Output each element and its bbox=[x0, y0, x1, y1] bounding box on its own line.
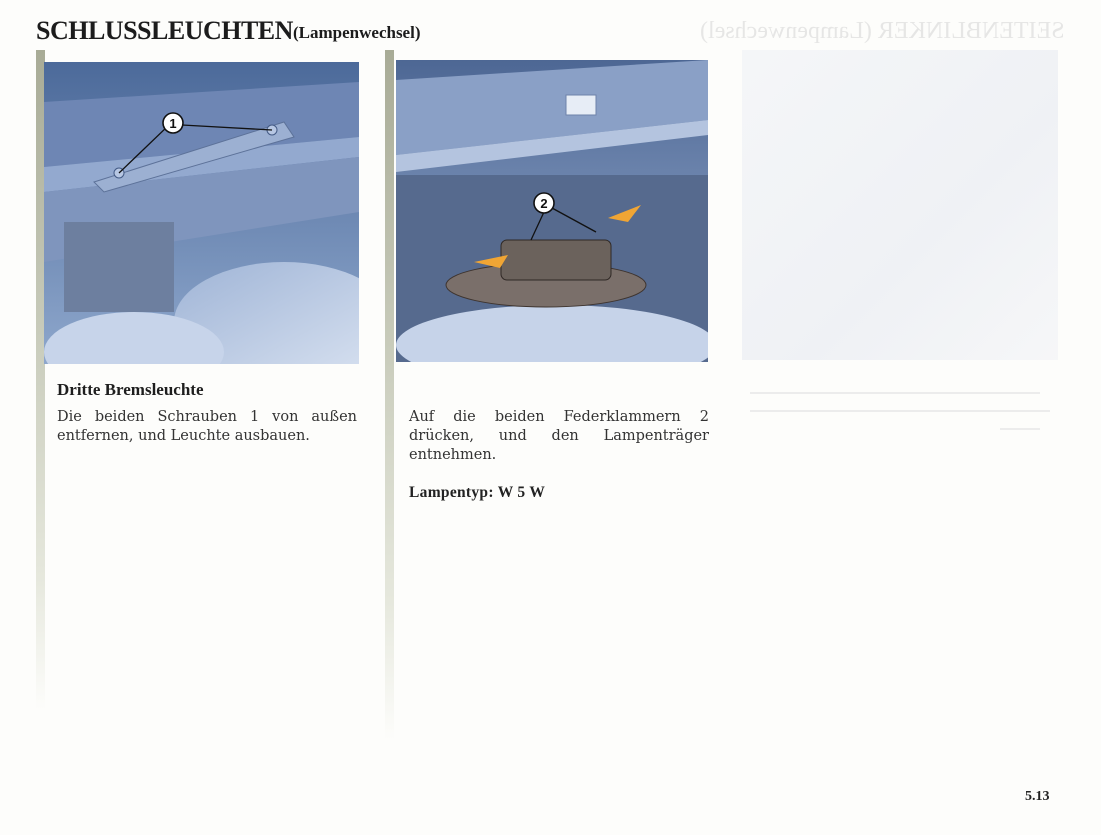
lamp-type-label: Lampentyp: W 5 W bbox=[409, 484, 546, 501]
middle-instruction-text: Auf die beiden Federklammern 2 drücken, und den Lampenträger entnehmen. bbox=[409, 409, 709, 463]
bleed-through-line bbox=[1000, 428, 1040, 430]
bleed-through-line bbox=[750, 410, 1050, 412]
bleed-through-text: SEITENBLINKER (Lampenwechsel) bbox=[700, 18, 1065, 44]
page-subtitle: (Lampenwechsel) bbox=[293, 23, 421, 42]
section-heading: Dritte Bremsleuchte bbox=[57, 380, 204, 399]
brake-light-photo bbox=[44, 62, 359, 364]
page-number: 5.13 bbox=[1025, 789, 1050, 804]
bleed-through-line bbox=[750, 392, 1040, 394]
left-instruction-text: Die beiden Schrauben 1 von außen entfernen, und Leuchte ausbauen. bbox=[57, 409, 357, 444]
middle-column-bar bbox=[385, 50, 394, 740]
callout-1-icon bbox=[163, 113, 183, 133]
svg-text:2: 2 bbox=[540, 196, 548, 211]
callout-2-icon bbox=[534, 193, 554, 213]
bleed-through-image bbox=[742, 50, 1058, 360]
svg-text:1: 1 bbox=[169, 116, 177, 131]
lamp-holder-photo bbox=[396, 60, 708, 362]
page-title: SCHLUSSLEUCHTEN bbox=[36, 16, 293, 45]
